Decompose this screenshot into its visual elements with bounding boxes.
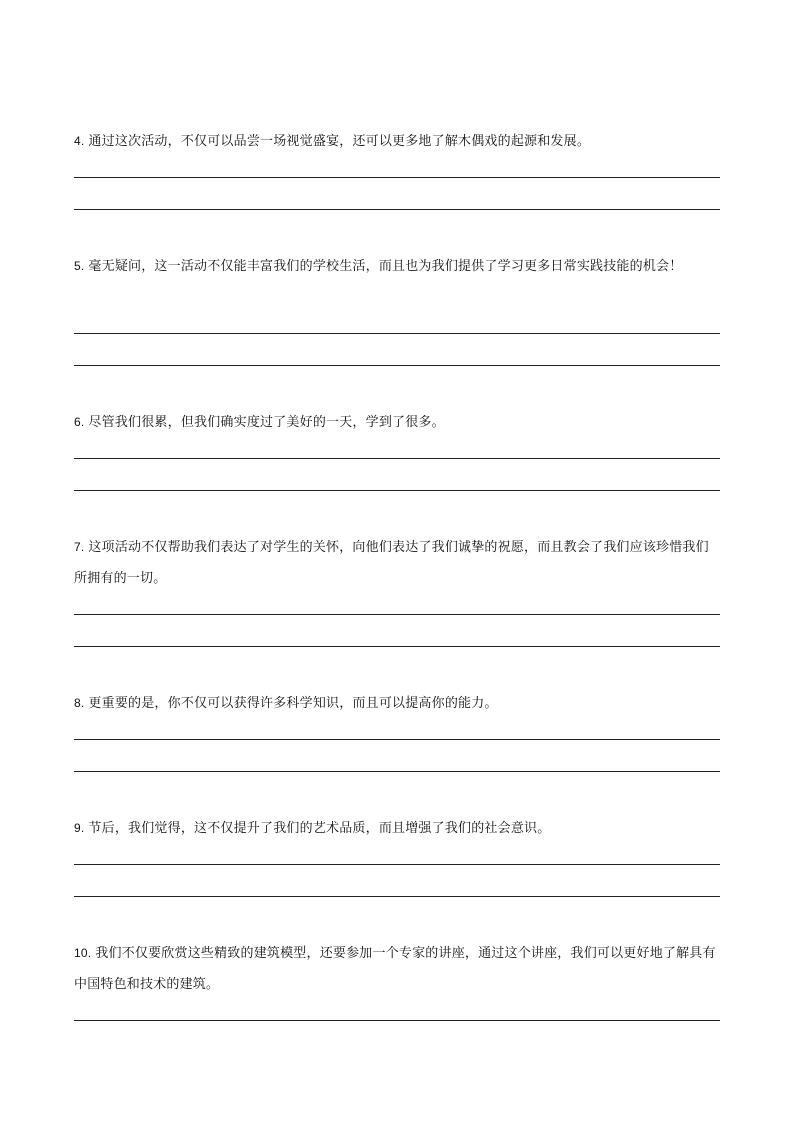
question-6 bbox=[74, 407, 720, 438]
question-5 bbox=[74, 251, 720, 282]
answer-line[interactable] bbox=[74, 1020, 720, 1021]
question-sentence: 节后，我们觉得，这不仅提升了我们的艺术品质，而且增强了我们的社会意识。 bbox=[88, 821, 551, 836]
answer-line[interactable] bbox=[74, 614, 720, 615]
question-number: 4. bbox=[74, 134, 85, 148]
question-number: 9. bbox=[74, 821, 85, 835]
question-number: 6. bbox=[74, 415, 85, 429]
answer-line[interactable] bbox=[74, 209, 720, 210]
answer-line[interactable] bbox=[74, 458, 720, 459]
question-5-text bbox=[74, 251, 720, 282]
question-9-text bbox=[74, 813, 720, 844]
question-sentence: 尽管我们很累，但我们确实度过了美好的一天，学到了很多。 bbox=[88, 415, 445, 430]
answer-line[interactable] bbox=[74, 864, 720, 865]
question-8-text bbox=[74, 688, 720, 719]
answer-line[interactable] bbox=[74, 771, 720, 772]
answer-line[interactable] bbox=[74, 333, 720, 334]
question-sentence: 通过这次活动，不仅可以品尝一场视觉盛宴，还可以更多地了解木偶戏的起源和发展。 bbox=[88, 134, 591, 149]
question-sentence: 这项活动不仅帮助我们表达了对学生的关怀，向他们表达了我们诚挚的祝愿，而且教会了我们应该珍惜我们所拥有的一切。 bbox=[74, 540, 709, 586]
question-number: 5. bbox=[74, 259, 85, 273]
question-number: 7. bbox=[74, 540, 85, 554]
question-sentence: 更重要的是，你不仅可以获得许多科学知识，而且可以提高你的能力。 bbox=[88, 696, 498, 711]
answer-line[interactable] bbox=[74, 646, 720, 647]
answer-line[interactable] bbox=[74, 365, 720, 366]
question-10 bbox=[74, 938, 720, 1000]
question-7-text bbox=[74, 532, 720, 594]
answer-line[interactable] bbox=[74, 177, 720, 178]
question-7 bbox=[74, 532, 720, 594]
question-number: 10. bbox=[74, 946, 92, 960]
answer-line[interactable] bbox=[74, 896, 720, 897]
question-sentence: 我们不仅要欣赏这些精致的建筑模型，还要参加一个专家的讲座，通过这个讲座，我们可以更好地了解具有中国特色和技术的建筑。 bbox=[74, 946, 716, 992]
question-sentence: 毫无疑问，这一活动不仅能丰富我们的学校生活，而且也为我们提供了学习更多日常实践技能的机会！ bbox=[88, 259, 683, 274]
question-6-text bbox=[74, 407, 720, 438]
answer-line[interactable] bbox=[74, 739, 720, 740]
question-4-text bbox=[74, 126, 720, 157]
question-9 bbox=[74, 813, 720, 844]
question-number: 8. bbox=[74, 696, 85, 710]
question-8 bbox=[74, 688, 720, 719]
answer-line[interactable] bbox=[74, 490, 720, 491]
question-10-text bbox=[74, 938, 720, 1000]
question-4 bbox=[74, 126, 720, 157]
